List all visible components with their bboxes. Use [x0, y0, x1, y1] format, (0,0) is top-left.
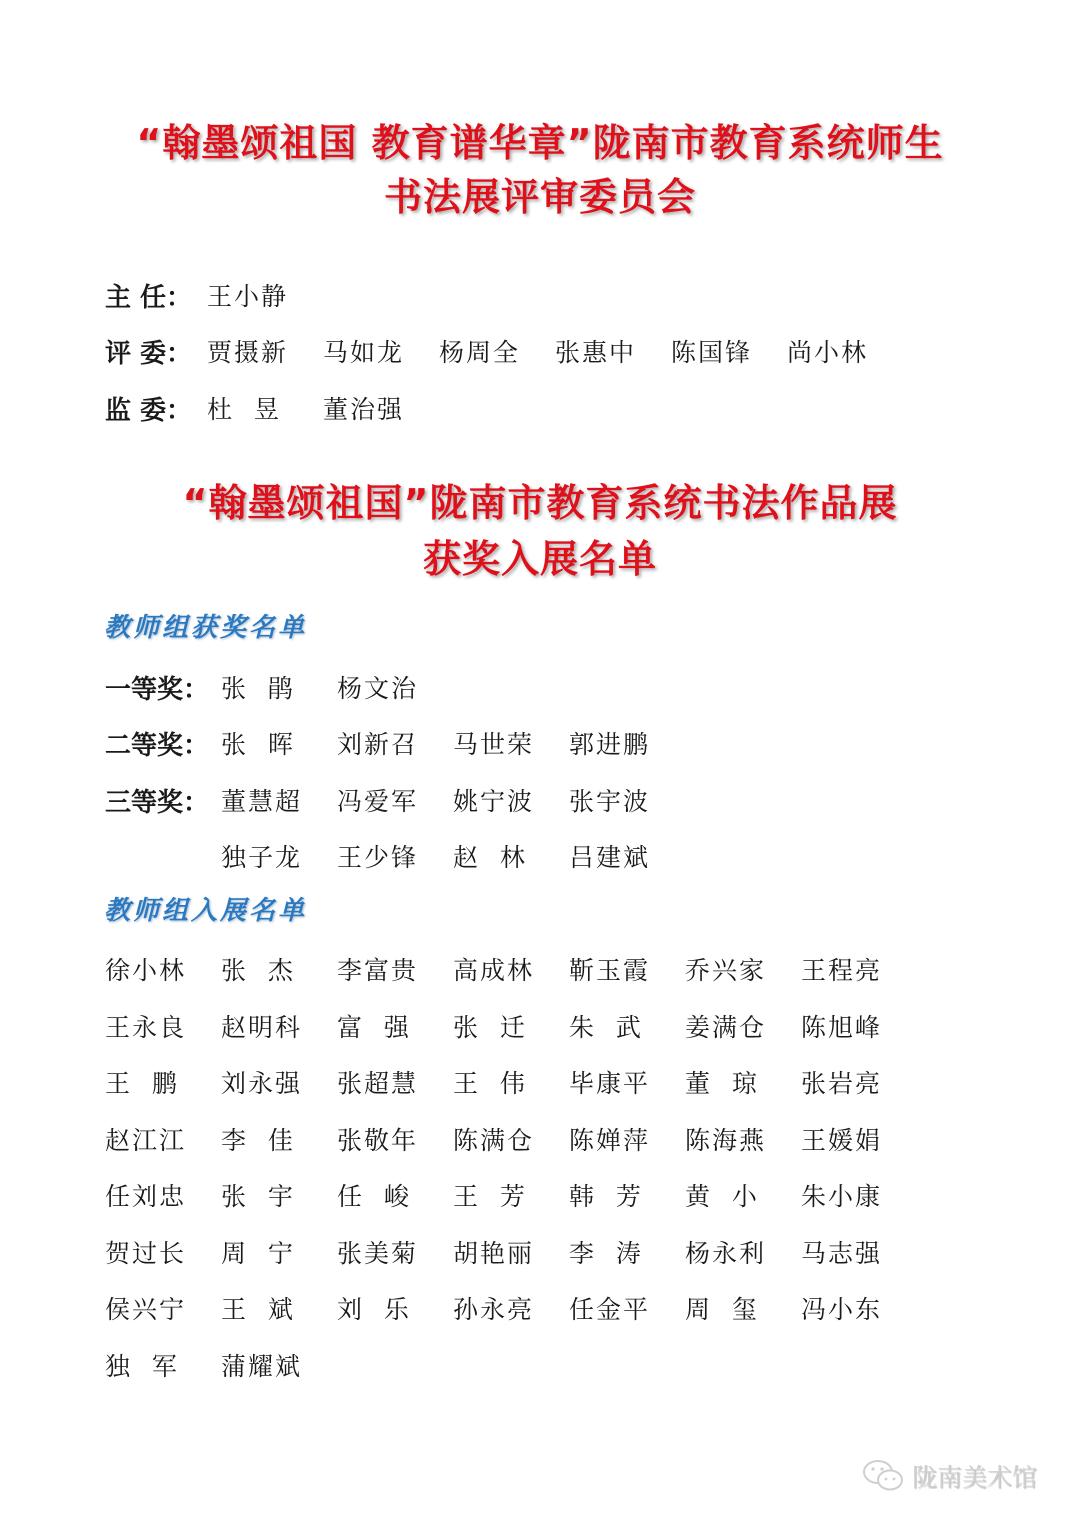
- role-row-judges: [105, 331, 903, 371]
- exhibitor-name: 独 军: [105, 1352, 179, 1381]
- exhibitor-name: 陈婵萍: [569, 1126, 651, 1155]
- awards-title-line1: “翰墨颂祖国”陇南市教育系统书法作品展: [182, 481, 898, 525]
- member-name: 贾摄新: [207, 338, 289, 367]
- exhibitor-name: 姜满仓: [685, 1013, 767, 1042]
- exhibitor-name: 赵江江: [105, 1126, 187, 1155]
- exhibit-row: [105, 949, 917, 989]
- exhibitor-name: 赵明科: [221, 1013, 303, 1042]
- winner-name: 张 鹃: [221, 674, 295, 703]
- exhibitor-name: 刘 乐: [337, 1295, 411, 1324]
- exhibitor-name: 王永良: [105, 1013, 187, 1042]
- exhibitor-name: 刘永强: [221, 1069, 303, 1098]
- exhibitor-name: 周 宁: [221, 1239, 295, 1268]
- winner-name: 马世荣: [453, 730, 535, 759]
- winner-name: 张宇波: [569, 787, 651, 816]
- prize-row-third-cont: [105, 836, 685, 876]
- exhibitor-name: 张美菊: [337, 1239, 419, 1268]
- awards-title-line2: 获奖入展名单: [422, 537, 657, 581]
- committee-title-line2: 书法展评审委员会: [383, 175, 696, 219]
- exhibit-row: [105, 1345, 337, 1385]
- exhibitor-name: 任刘忠: [105, 1182, 187, 1211]
- exhibit-row: [105, 1175, 917, 1215]
- member-name: 杜 昱: [207, 395, 281, 424]
- exhibitor-name: 董 琼: [685, 1069, 759, 1098]
- exhibitor-name: 李富贵: [337, 956, 419, 985]
- exhibitor-name: 王 伟: [453, 1069, 527, 1098]
- exhibitor-name: 孙永亮: [453, 1295, 535, 1324]
- role-row-supervisors: [105, 388, 439, 428]
- exhibitor-name: 靳玉霞: [569, 956, 651, 985]
- member-name: 张惠中: [555, 338, 637, 367]
- winner-name: 王少锋: [337, 843, 419, 872]
- exhibitor-name: 朱 武: [569, 1013, 643, 1042]
- winner-name: 独子龙: [221, 843, 303, 872]
- role-label: 主 任：: [105, 282, 193, 313]
- exhibitor-name: 王 鹏: [105, 1069, 179, 1098]
- exhibitor-name: 李 涛: [569, 1239, 643, 1268]
- role-label: 监 委：: [105, 395, 193, 426]
- exhibitor-name: 王媛娟: [801, 1126, 883, 1155]
- winner-name: 郭进鹏: [569, 730, 651, 759]
- teacher-awards-heading: 教师组获奖名单: [104, 613, 308, 643]
- member-name: 王小静: [207, 282, 289, 311]
- prize-label: 三等奖：: [105, 787, 210, 818]
- exhibitor-name: 朱小康: [801, 1182, 883, 1211]
- exhibitor-name: 张 杰: [221, 956, 295, 985]
- member-name: 陈国锋: [671, 338, 753, 367]
- exhibitor-name: 周 玺: [685, 1295, 759, 1324]
- exhibitor-name: 冯小东: [801, 1295, 883, 1324]
- exhibitor-name: 高成林: [453, 956, 535, 985]
- exhibitor-name: 王 斌: [221, 1295, 295, 1324]
- exhibitor-name: 贺过长: [105, 1239, 187, 1268]
- wechat-icon: [862, 1459, 906, 1493]
- exhibit-row: [105, 1119, 917, 1159]
- prize-row-first: [105, 667, 453, 707]
- account-name: 陇南美术馆: [912, 1463, 1038, 1492]
- exhibitor-name: 胡艳丽: [453, 1239, 535, 1268]
- exhibitor-name: 马志强: [801, 1239, 883, 1268]
- winner-name: 张 晖: [221, 730, 295, 759]
- member-name: 马如龙: [323, 338, 405, 367]
- exhibitor-name: 王 芳: [453, 1182, 527, 1211]
- prize-row-second: [105, 723, 685, 763]
- winner-name: 赵 林: [453, 843, 527, 872]
- exhibitor-name: 张敬年: [337, 1126, 419, 1155]
- exhibitor-name: 张超慧: [337, 1069, 419, 1098]
- winner-name: 杨文治: [337, 674, 419, 703]
- exhibitor-name: 陈海燕: [685, 1126, 767, 1155]
- exhibitor-name: 富 强: [337, 1013, 411, 1042]
- exhibitor-name: 张 迁: [453, 1013, 527, 1042]
- exhibitor-name: 任 峻: [337, 1182, 411, 1211]
- winner-name: 吕建斌: [569, 843, 651, 872]
- exhibit-row: [105, 1006, 917, 1046]
- prize-label: 一等奖：: [105, 674, 210, 705]
- exhibit-row: [105, 1232, 917, 1272]
- exhibitor-name: 陈旭峰: [801, 1013, 883, 1042]
- exhibitor-name: 陈满仓: [453, 1126, 535, 1155]
- prize-label: 二等奖：: [105, 730, 210, 761]
- member-name: 尚小林: [787, 338, 869, 367]
- exhibitor-name: 张 宇: [221, 1182, 295, 1211]
- exhibitor-name: 张岩亮: [801, 1069, 883, 1098]
- exhibit-row: [105, 1062, 917, 1102]
- exhibitor-name: 徐小林: [105, 956, 187, 985]
- exhibitor-name: 蒲耀斌: [221, 1352, 303, 1381]
- exhibitor-name: 乔兴家: [685, 956, 767, 985]
- role-label: 评 委：: [105, 338, 193, 369]
- exhibit-row: [105, 1288, 917, 1328]
- winner-name: 冯爱军: [337, 787, 419, 816]
- exhibitor-name: 李 佳: [221, 1126, 295, 1155]
- exhibitor-name: 韩 芳: [569, 1182, 643, 1211]
- exhibitor-name: 黄 小: [685, 1182, 759, 1211]
- exhibitor-name: 王程亮: [801, 956, 883, 985]
- committee-title-line1: “翰墨颂祖国 教育谱华章”陇南市教育系统师生: [136, 121, 944, 165]
- winner-name: 刘新召: [337, 730, 419, 759]
- account-watermark: [862, 1458, 1037, 1494]
- role-row-director: [105, 275, 323, 315]
- member-name: 杨周全: [439, 338, 521, 367]
- teacher-exhibit-heading: 教师组入展名单: [104, 896, 308, 926]
- member-name: 董治强: [323, 395, 405, 424]
- winner-name: 董慧超: [221, 787, 303, 816]
- exhibitor-name: 任金平: [569, 1295, 651, 1324]
- winner-name: 姚宁波: [453, 787, 535, 816]
- exhibitor-name: 侯兴宁: [105, 1295, 187, 1324]
- exhibitor-name: 杨永利: [685, 1239, 767, 1268]
- exhibitor-name: 毕康平: [569, 1069, 651, 1098]
- prize-row-third: [105, 780, 685, 820]
